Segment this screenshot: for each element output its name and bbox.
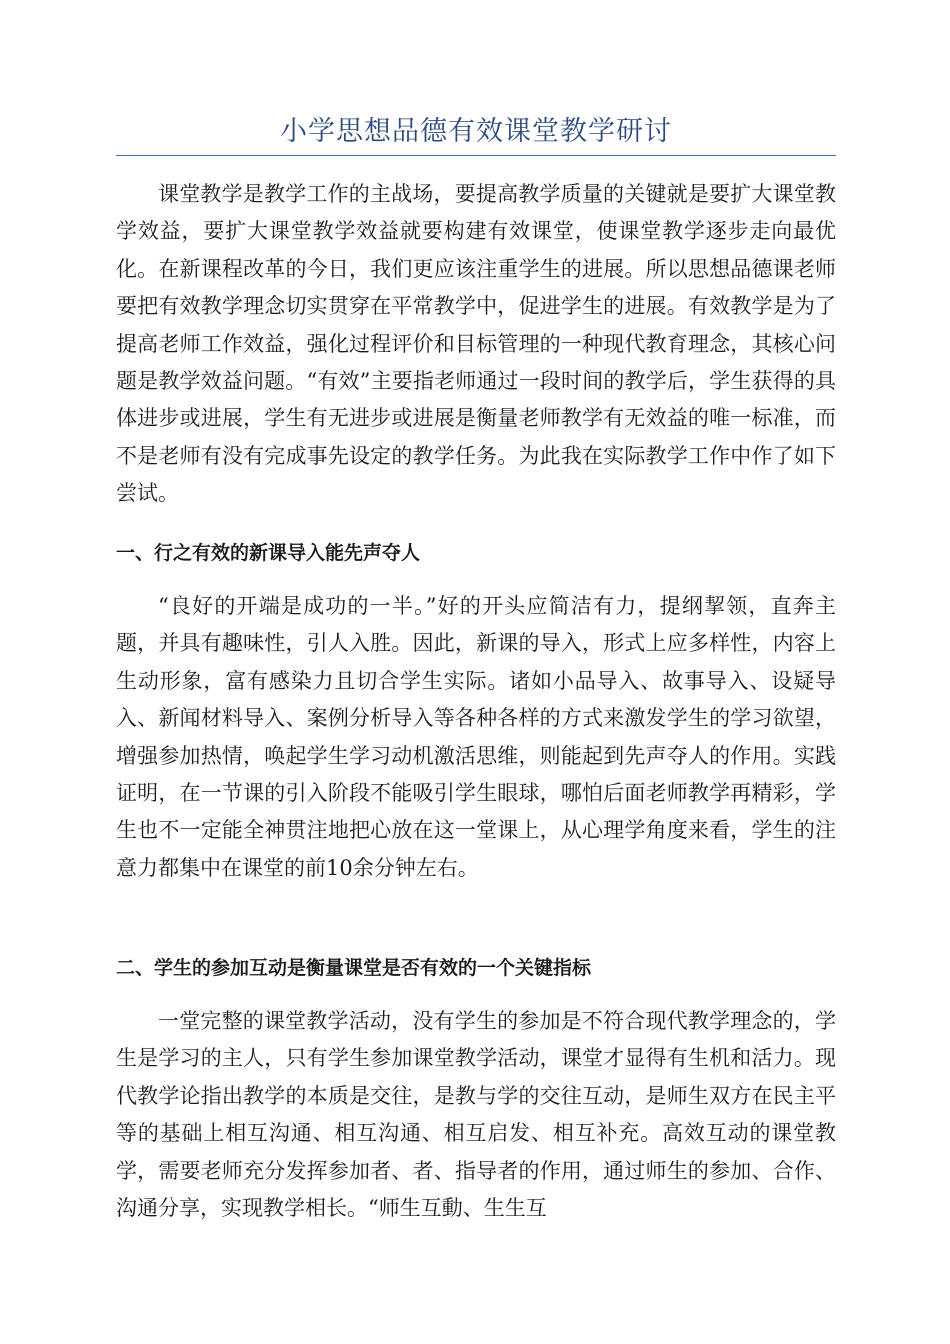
title-underline [116,155,836,156]
section-heading-2: 二、学生的参加互动是衡量课堂是否有效的一个关键指标 [116,957,592,979]
document-title: 小学思想品德有效课堂教学研讨 [280,116,672,147]
section-paragraph-2: 一堂完整的课堂教学活动，没有学生的参加是不符合现代教学理念的，学生是学习的主人，只有学生参加课堂教学活动，课堂才显得有生机和活力。现代教学论指出教学的本质是交往，是教与学的交往互动，是师生双方在民主平等的基础上相互沟通、相互沟通、相互启发、相互补充。高效互动的课堂教学，需要老师充分发挥参加者、者、指导者的作用，通过师生的参加、合作、沟通分享，实现教学相长。“师生互動、生生互 [116,1009,836,1221]
intro-paragraph: 课堂教学是教学工作的主战场，要提高教学质量的关键就是要扩大课堂教学效益，要扩大课堂教学效益就要构建有效课堂，使课堂教学逐步走向最优化。在新课程改革的今日，我们更应该注重学生的进展。所以思想品德课老师要把有效教学理念切实贯穿在平常教学中，促进学生的进展。有效教学是为了提高老师工作效益，强化过程评价和目标管理的一种现代教育理念，其核心问题是教学效益问题。“有效”主要指老师通过一段时间的教学后，学生获得的具体进步或进展，学生有无进步或进展是衡量老师教学有无效益的唯一标准，而不是老师有没有完成事先设定的教学任务。为此我在实际教学工作中作了如下尝试。 [116,182,836,506]
section-paragraph-1: “良好的开端是成功的一半。”好的开头应简洁有力，提纲挈领，直奔主题，并具有趣味性，引人入胜。因此，新课的导入，形式上应多样性，内容上生动形象，富有感染力且切合学生实际。诸如小品导入、故事导入、设疑导入、新闻材料导入、案例分析导入等各种各样的方式来激发学生的学习欲望，增强参加热情，唤起学生学习动机激活思维，则能起到先声夺人的作用。实践证明，在一节课的引入阶段不能吸引学生眼球，哪怕后面老师教学再精彩，学生也不一定能全神贯注地把心放在这一堂课上，从心理学角度来看，学生的注意力都集中在课堂的前10余分钟左右。 [116,594,836,880]
section-heading-1: 一、行之有效的新课导入能先声夺人 [116,542,421,564]
